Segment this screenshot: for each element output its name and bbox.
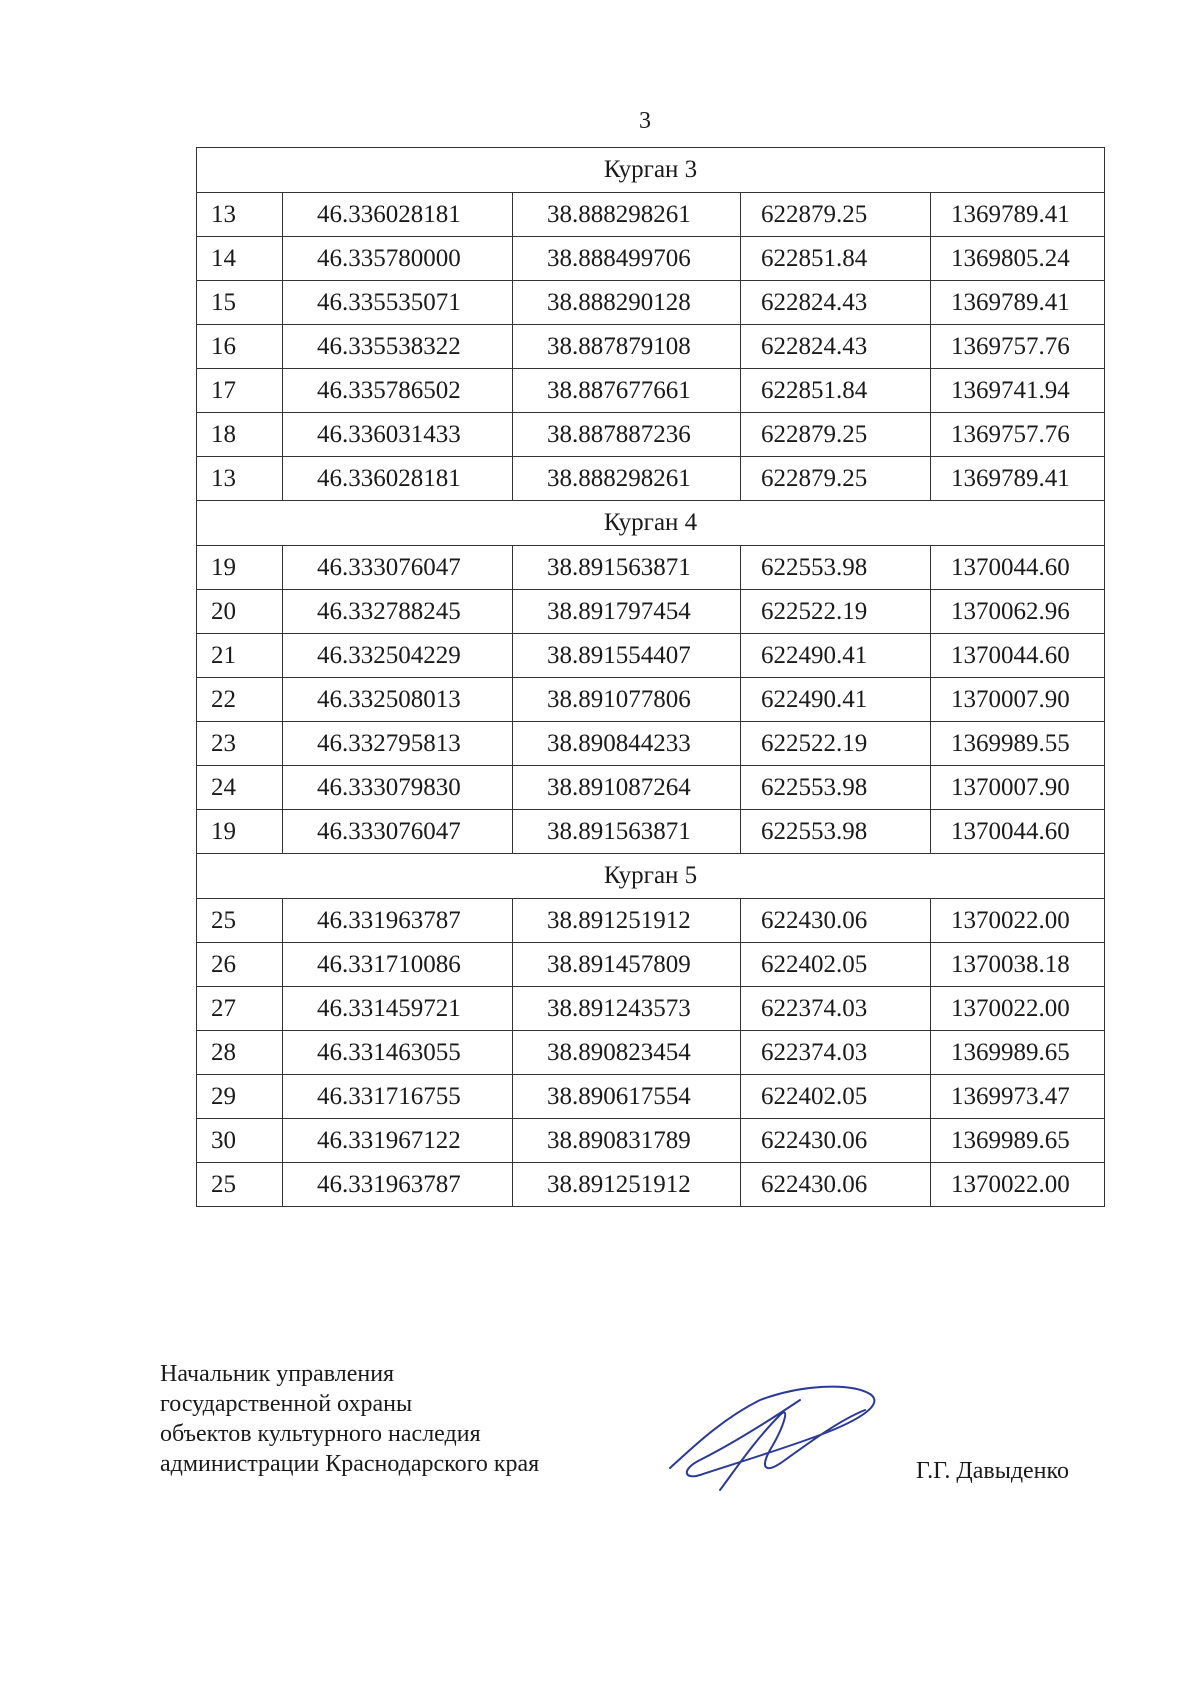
longitude-cell: 38.887879108	[513, 325, 741, 369]
longitude-cell: 38.891087264	[513, 766, 741, 810]
longitude-cell: 38.891243573	[513, 987, 741, 1031]
point-number-cell: 19	[197, 810, 283, 854]
group-header-row	[197, 501, 1105, 546]
x-coordinate-cell: 622879.25	[741, 193, 931, 237]
latitude-cell: 46.331967122	[283, 1119, 513, 1163]
group-title: Курган 3	[197, 148, 1105, 193]
longitude-cell: 38.891077806	[513, 678, 741, 722]
x-coordinate-cell: 622430.06	[741, 1163, 931, 1207]
latitude-cell: 46.331716755	[283, 1075, 513, 1119]
table-row	[197, 546, 1105, 590]
longitude-cell: 38.888499706	[513, 237, 741, 281]
longitude-cell: 38.890844233	[513, 722, 741, 766]
point-number-cell: 15	[197, 281, 283, 325]
longitude-cell: 38.891554407	[513, 634, 741, 678]
longitude-cell: 38.888298261	[513, 457, 741, 501]
position-line: государственной охраны	[160, 1391, 413, 1417]
y-coordinate-cell: 1369989.65	[931, 1119, 1105, 1163]
latitude-cell: 46.333076047	[283, 546, 513, 590]
latitude-cell: 46.336028181	[283, 193, 513, 237]
table-row	[197, 1031, 1105, 1075]
x-coordinate-cell: 622824.43	[741, 325, 931, 369]
longitude-cell: 38.891563871	[513, 546, 741, 590]
y-coordinate-cell: 1369789.41	[931, 193, 1105, 237]
latitude-cell: 46.332795813	[283, 722, 513, 766]
longitude-cell: 38.891251912	[513, 1163, 741, 1207]
group-title: Курган 4	[197, 501, 1105, 546]
signatory-name: Г.Г. Давыденко	[916, 1458, 1069, 1484]
latitude-cell: 46.332508013	[283, 678, 513, 722]
x-coordinate-cell: 622430.06	[741, 1119, 931, 1163]
point-number-cell: 13	[197, 457, 283, 501]
x-coordinate-cell: 622430.06	[741, 899, 931, 943]
table-row	[197, 810, 1105, 854]
table-row	[197, 943, 1105, 987]
table-row	[197, 413, 1105, 457]
point-number-cell: 24	[197, 766, 283, 810]
x-coordinate-cell: 622522.19	[741, 722, 931, 766]
y-coordinate-cell: 1369989.55	[931, 722, 1105, 766]
group-header-row	[197, 148, 1105, 193]
x-coordinate-cell: 622851.84	[741, 369, 931, 413]
point-number-cell: 17	[197, 369, 283, 413]
latitude-cell: 46.332788245	[283, 590, 513, 634]
table-row	[197, 722, 1105, 766]
point-number-cell: 25	[197, 899, 283, 943]
longitude-cell: 38.890823454	[513, 1031, 741, 1075]
table-row	[197, 766, 1105, 810]
latitude-cell: 46.336031433	[283, 413, 513, 457]
latitude-cell: 46.336028181	[283, 457, 513, 501]
y-coordinate-cell: 1370007.90	[931, 678, 1105, 722]
y-coordinate-cell: 1369757.76	[931, 413, 1105, 457]
y-coordinate-cell: 1370007.90	[931, 766, 1105, 810]
latitude-cell: 46.332504229	[283, 634, 513, 678]
point-number-cell: 30	[197, 1119, 283, 1163]
y-coordinate-cell: 1370038.18	[931, 943, 1105, 987]
table-row	[197, 1119, 1105, 1163]
y-coordinate-cell: 1369789.41	[931, 281, 1105, 325]
point-number-cell: 16	[197, 325, 283, 369]
x-coordinate-cell: 622553.98	[741, 766, 931, 810]
y-coordinate-cell: 1369741.94	[931, 369, 1105, 413]
longitude-cell: 38.887677661	[513, 369, 741, 413]
group-header-row	[197, 854, 1105, 899]
latitude-cell: 46.331963787	[283, 1163, 513, 1207]
latitude-cell: 46.331710086	[283, 943, 513, 987]
table-row	[197, 899, 1105, 943]
table-row	[197, 678, 1105, 722]
table-row	[197, 590, 1105, 634]
point-number-cell: 14	[197, 237, 283, 281]
point-number-cell: 28	[197, 1031, 283, 1075]
longitude-cell: 38.888298261	[513, 193, 741, 237]
table-row	[197, 281, 1105, 325]
table-row	[197, 1163, 1105, 1207]
point-number-cell: 26	[197, 943, 283, 987]
handwritten-signature	[660, 1380, 900, 1500]
x-coordinate-cell: 622851.84	[741, 237, 931, 281]
table-row	[197, 237, 1105, 281]
table-row	[197, 369, 1105, 413]
y-coordinate-cell: 1369805.24	[931, 237, 1105, 281]
table-row	[197, 987, 1105, 1031]
y-coordinate-cell: 1370022.00	[931, 899, 1105, 943]
longitude-cell: 38.888290128	[513, 281, 741, 325]
x-coordinate-cell: 622522.19	[741, 590, 931, 634]
longitude-cell: 38.891563871	[513, 810, 741, 854]
longitude-cell: 38.891457809	[513, 943, 741, 987]
table-row	[197, 634, 1105, 678]
longitude-cell: 38.891797454	[513, 590, 741, 634]
position-line: Начальник управления	[160, 1361, 395, 1387]
x-coordinate-cell: 622402.05	[741, 943, 931, 987]
x-coordinate-cell: 622490.41	[741, 634, 931, 678]
table-row	[197, 1075, 1105, 1119]
page-number: 3	[639, 108, 651, 134]
y-coordinate-cell: 1370044.60	[931, 810, 1105, 854]
latitude-cell: 46.335535071	[283, 281, 513, 325]
longitude-cell: 38.890831789	[513, 1119, 741, 1163]
position-line: администрации Краснодарского края	[160, 1451, 540, 1477]
y-coordinate-cell: 1369973.47	[931, 1075, 1105, 1119]
x-coordinate-cell: 622490.41	[741, 678, 931, 722]
x-coordinate-cell: 622374.03	[741, 1031, 931, 1075]
latitude-cell: 46.335780000	[283, 237, 513, 281]
y-coordinate-cell: 1370022.00	[931, 1163, 1105, 1207]
table-row	[197, 457, 1105, 501]
longitude-cell: 38.891251912	[513, 899, 741, 943]
longitude-cell: 38.890617554	[513, 1075, 741, 1119]
y-coordinate-cell: 1370062.96	[931, 590, 1105, 634]
point-number-cell: 18	[197, 413, 283, 457]
x-coordinate-cell: 622553.98	[741, 546, 931, 590]
y-coordinate-cell: 1369989.65	[931, 1031, 1105, 1075]
signatory-position	[160, 1359, 539, 1479]
x-coordinate-cell: 622879.25	[741, 413, 931, 457]
latitude-cell: 46.331463055	[283, 1031, 513, 1075]
point-number-cell: 29	[197, 1075, 283, 1119]
x-coordinate-cell: 622824.43	[741, 281, 931, 325]
y-coordinate-cell: 1369757.76	[931, 325, 1105, 369]
longitude-cell: 38.887887236	[513, 413, 741, 457]
x-coordinate-cell: 622402.05	[741, 1075, 931, 1119]
y-coordinate-cell: 1370044.60	[931, 634, 1105, 678]
group-title: Курган 5	[197, 854, 1105, 899]
point-number-cell: 25	[197, 1163, 283, 1207]
x-coordinate-cell: 622879.25	[741, 457, 931, 501]
y-coordinate-cell: 1370044.60	[931, 546, 1105, 590]
point-number-cell: 23	[197, 722, 283, 766]
point-number-cell: 22	[197, 678, 283, 722]
position-line: объектов культурного наследия	[160, 1421, 481, 1447]
coordinates-table	[196, 147, 1105, 1207]
table-row	[197, 193, 1105, 237]
point-number-cell: 27	[197, 987, 283, 1031]
y-coordinate-cell: 1369789.41	[931, 457, 1105, 501]
x-coordinate-cell: 622553.98	[741, 810, 931, 854]
latitude-cell: 46.335786502	[283, 369, 513, 413]
point-number-cell: 20	[197, 590, 283, 634]
x-coordinate-cell: 622374.03	[741, 987, 931, 1031]
y-coordinate-cell: 1370022.00	[931, 987, 1105, 1031]
table-row	[197, 325, 1105, 369]
latitude-cell: 46.331963787	[283, 899, 513, 943]
point-number-cell: 13	[197, 193, 283, 237]
latitude-cell: 46.333079830	[283, 766, 513, 810]
latitude-cell: 46.331459721	[283, 987, 513, 1031]
point-number-cell: 21	[197, 634, 283, 678]
latitude-cell: 46.333076047	[283, 810, 513, 854]
point-number-cell: 19	[197, 546, 283, 590]
latitude-cell: 46.335538322	[283, 325, 513, 369]
